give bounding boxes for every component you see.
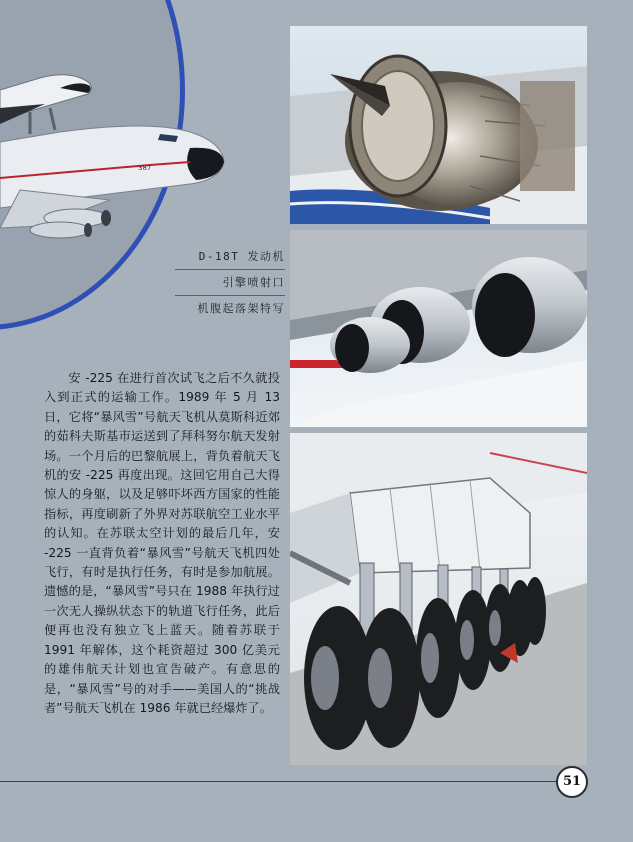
page-number: 51 [556, 766, 588, 798]
caption-engine: D-18T 发动机 [175, 244, 285, 270]
caption-exhaust: 引擎喷射口 [175, 270, 285, 296]
caption-landing-gear: 机腹起落架特写 [197, 302, 285, 315]
footer-rule [0, 781, 560, 782]
engine-photo [290, 26, 587, 224]
photo-captions [175, 244, 285, 321]
article-paragraph: 安 -225 在进行首次试飞之后不久就投入到正式的运输工作。1989 年 5 月 13 日，它将“暴风雪”号航天飞机从莫斯科近郊的茹科夫斯基市运送到了拜科努尔航天发射场。一个月后的巴黎航展上，背负着航天飞机的安 -225 再度出现。这回它用自己大得惊人的身躯，以及足够吓坏西方国家的性能指标，再度刷新了外界对苏联航空工业水平的认知。在苏联太空计划的最后几年，安 -225 一直背负着“暴风雪”号航天飞机四处飞行，有时是执行任务，有时是参加航展。遗憾的是，“暴风雪”号只在 1988 年执行过一次无人操纵状态下的轨道飞行任务，此后便再也没有独立飞上蓝天。随着苏联于 1991 年解体，这个耗资超过 300 亿美元的雄伟航天计划也宣告破产。有意思的是，“暴风雪”号的对手——美国人的“挑战者”号航天飞机在 1986 年就已经爆炸了。 [44, 371, 280, 715]
landing-gear-photo [290, 433, 587, 765]
exhaust-photo [290, 230, 587, 427]
nose-number: 387 [138, 164, 152, 172]
